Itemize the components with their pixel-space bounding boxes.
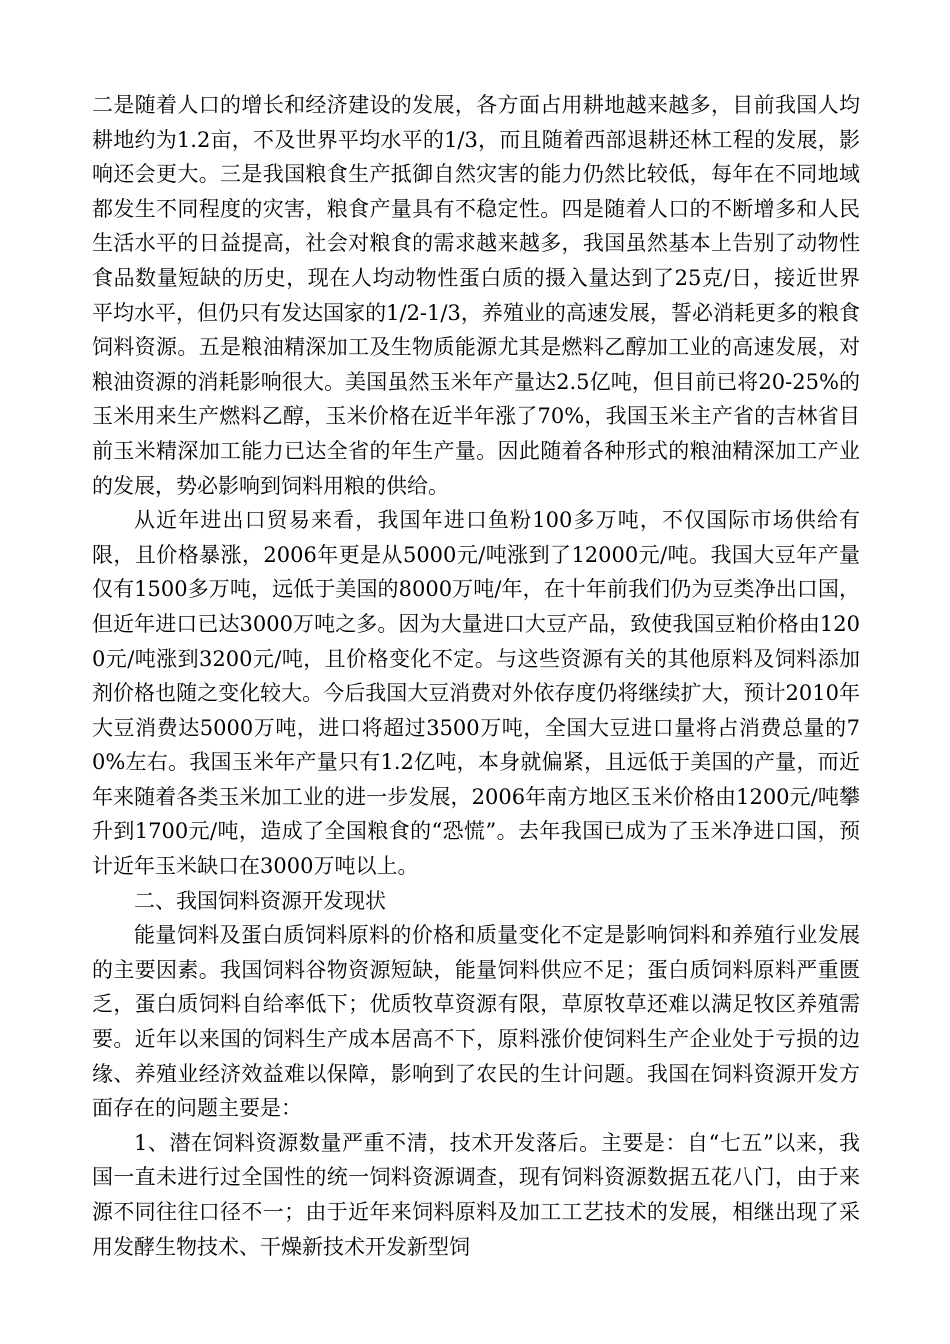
paragraph-issue-1: 1、潜在饲料资源数量严重不清，技术开发落后。主要是：自“七五”以来，我国一直未进行过全国性的统一饲料资源调查，现有饲料资源数据五花八门，由于来源不同往往口径不一；由于近年来饲料原料及加工工艺技术的发展，相继出现了采用发酵生物技术、干燥新技术开发新型饲 (92, 1130, 860, 1259)
section-heading-feed-resources: 二、我国饲料资源开发现状 (134, 888, 386, 913)
paragraph-import-trade: 从近年进出口贸易来看，我国年进口鱼粉100多万吨，不仅国际市场供给有限，且价格暴涨，2006年更是从5000元/吨涨到了12000元/吨。我国大豆年产量仅有1500多万吨，远低于美国的8000万吨/年，在十年前我们仍为豆类净出口国，但近年进口已达3000万吨之多。因为大量进口大豆产品，致使我国豆粕价格由1200元/吨涨到3200元/吨，且价格变化不定。与这些资源有关的其他原料及饲料添加剂价格也随之变化较大。今后我国大豆消费对外依存度仍将继续扩大，预计2010年大豆消费达5000万吨，进口将超过3500万吨，全国大豆进口量将占消费总量的70%左右。我国玉米年产量只有1.2亿吨，本身就偏紧，且远低于美国的产量，而近年来随着各类玉米加工业的进一步发展，2006年南方地区玉米价格由1200元/吨攀升到1700元/吨，造成了全国粮食的“恐慌”。去年我国已成为了玉米净进口国，预计近年玉米缺口在3000万吨以上。 (92, 508, 860, 879)
paragraph-feed-status: 能量饲料及蛋白质饲料原料的价格和质量变化不定是影响饲料和养殖行业发展的主要因素。我国饲料谷物资源短缺，能量饲料供应不足；蛋白质饲料原料严重匮乏，蛋白质饲料自给率低下；优质牧草资源有限，草原牧草还难以满足牧区养殖需要。近年以来国的饲料生产成本居高不下，原料涨价使饲料生产企业处于亏损的边缘、养殖业经济效益难以保障，影响到了农民的生计问题。我国在饲料资源开发方面存在的问题主要是： (92, 923, 860, 1121)
paragraph-grain-demand: 二是随着人口的增长和经济建设的发展，各方面占用耕地越来越多，目前我国人均耕地约为1.2亩，不及世界平均水平的1/3，而且随着西部退耕还林工程的发展，影响还会更大。三是我国粮食生产抵御自然灾害的能力仍然比较低，每年在不同地域都发生不同程度的灾害，粮食产量具有不稳定性。四是随着人口的不断增多和人民生活水平的日益提高，社会对粮食的需求越来越多，我国虽然基本上告别了动物性食品数量短缺的历史，现在人均动物性蛋白质的摄入量达到了25克/日，接近世界平均水平，但仍只有发达国家的1/2-1/3，养殖业的高速发展，誓必消耗更多的粮食饲料资源。五是粮油精深加工及生物质能源尤其是燃料乙醇加工业的高速发展，对粮油资源的消耗影响很大。美国虽然玉米年产量达2.5亿吨，但目前已将20-25%的玉米用来生产燃料乙醇，玉米价格在近半年涨了70%，我国玉米主产省的吉林省目前玉米精深加工能力已达全省的年生产量。因此随着各种形式的粮油精深加工产业的发展，势必影响到饲料用粮的供给。 (92, 93, 860, 498)
document-page (92, 88, 860, 1264)
